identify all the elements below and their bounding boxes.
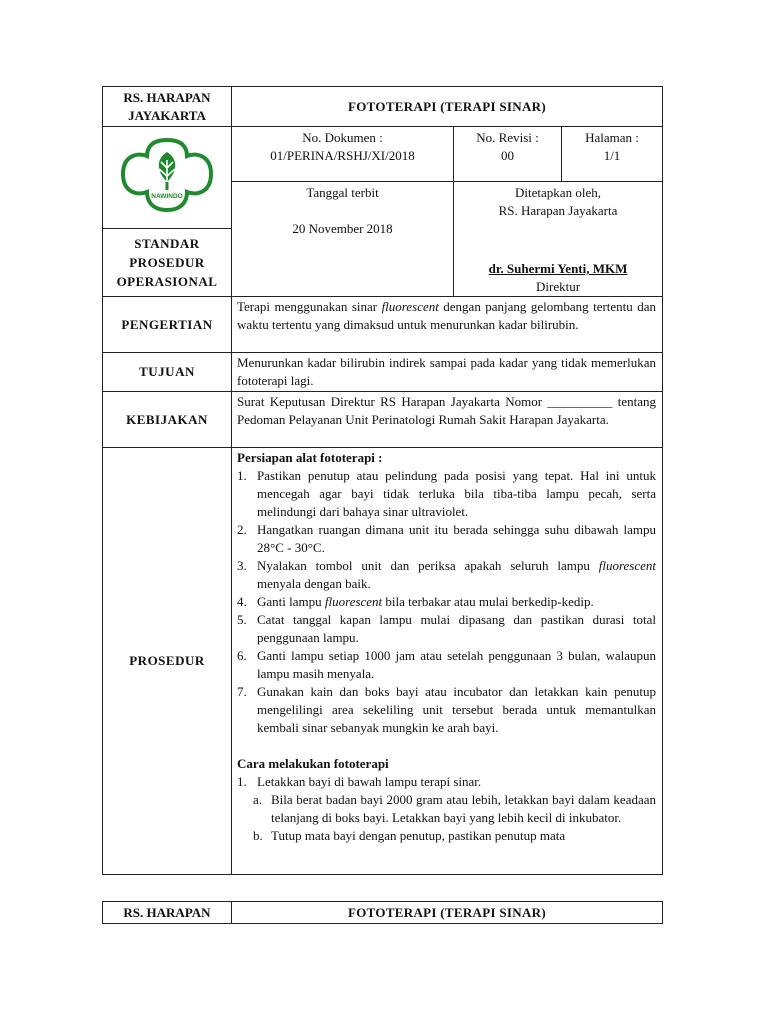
logo-cell	[103, 127, 232, 229]
signer-title: Direktur	[535, 279, 581, 294]
method-heading: Cara melakukan fototerapi	[237, 756, 389, 771]
list-item	[253, 827, 656, 845]
list-text: Hangatkan ruangan dimana unit itu berada sehingga suhu dibawah lampu 28°C - 30°C.	[257, 522, 657, 555]
prosedur-content	[232, 448, 663, 875]
list-text: Gunakan kain dan boks bayi atau incubator dan letakkan kain penutup mengelilingi area sekeliling unit tersebut berada untuk memantulkan kembali sinar sebanyak mungkin ke arah bayi.	[257, 684, 657, 735]
list-number: 6.	[237, 648, 247, 663]
list-text: Ganti lampu setiap 1000 jam atau setelah penggunaan 3 bulan, walaupun lampu masih menyala.	[257, 648, 657, 681]
list-text: Bila berat badan bayi 2000 gram atau lebih, letakkan bayi dalam keadaan telanjang di boks bayi. Letakkan bayi yang lebih kecil di inkubator.	[271, 792, 657, 825]
list-item	[237, 467, 656, 521]
list-item	[237, 521, 656, 557]
issued-date: 20 November 2018	[292, 221, 393, 236]
page-label: Halaman :	[585, 130, 639, 145]
list-text: Tutup mata bayi dengan penutup, pastikan penutup mata	[271, 828, 566, 843]
prep-steps-list	[237, 467, 656, 737]
list-number: 2.	[237, 522, 247, 537]
pengertian-label: PENGERTIAN	[103, 297, 232, 353]
page-number: 1/1	[603, 148, 621, 163]
kebijakan-text: Surat Keputusan Direktur RS Harapan Jayakarta Nomor __________ tentang Pedoman Pelayanan Unit Perinatologi Rumah Sakit Harapan Jayakarta.	[232, 392, 663, 448]
revision-label: No. Revisi :	[476, 130, 539, 145]
list-number: 7.	[237, 684, 247, 699]
tujuan-label: TUJUAN	[103, 353, 232, 392]
page2-header-table	[102, 901, 663, 924]
signer-name: dr. Suhermi Yenti, MKM	[488, 261, 628, 276]
revision-number: 00	[501, 148, 514, 163]
list-number: a.	[253, 792, 263, 807]
list-item	[237, 773, 656, 791]
issued-label: Tanggal terbit	[306, 185, 379, 200]
list-number: 1.	[237, 774, 247, 789]
list-item	[237, 557, 656, 593]
sop-page-2-header	[102, 901, 662, 924]
kebijakan-label: KEBIJAKAN	[103, 392, 232, 448]
set-by-label: Ditetapkan oleh,	[515, 185, 601, 200]
list-number: 1.	[237, 468, 247, 483]
tujuan-text: Menurunkan kadar bilirubin indirek sampai pada kadar yang tidak memerlukan fototerapi lagi.	[232, 353, 663, 392]
list-item	[253, 791, 656, 827]
hospital-name: RS. HARAPAN JAYAKARTA	[103, 87, 232, 127]
page2-hospital-name: RS. HARAPAN	[103, 902, 232, 924]
list-number: 5.	[237, 612, 247, 627]
set-by: RS. Harapan Jayakarta	[498, 203, 618, 218]
sop-label: STANDAR PROSEDUR OPERASIONAL	[103, 229, 232, 297]
sop-table	[102, 86, 663, 875]
doc-number: 01/PERINA/RSHJ/XI/2018	[270, 148, 415, 163]
list-text: Letakkan bayi di bawah lampu terapi sinar.	[257, 774, 482, 789]
hospital-logo-icon	[117, 134, 217, 216]
document-title: FOTOTERAPI (TERAPI SINAR)	[232, 87, 663, 127]
list-text: Nyalakan tombol unit dan periksa apakah seluruh lampu fluorescent menyala dengan baik.	[257, 558, 657, 591]
list-item	[237, 683, 656, 737]
list-text: Ganti lampu fluorescent bila terbakar atau mulai berkedip-kedip.	[257, 594, 594, 609]
sop-page-1	[102, 86, 662, 875]
list-item	[237, 647, 656, 683]
prep-heading: Persiapan alat fototerapi :	[237, 450, 383, 465]
prosedur-label: PROSEDUR	[103, 448, 232, 875]
logo-text: NAWINDO	[151, 193, 183, 201]
list-item	[237, 611, 656, 647]
list-number: b.	[253, 828, 263, 843]
list-number: 4.	[237, 594, 247, 609]
page2-title: FOTOTERAPI (TERAPI SINAR)	[232, 902, 663, 924]
pengertian-text: Terapi menggunakan sinar fluorescent dengan panjang gelombang tertentu dan waktu tertentu yang dimaksud untuk menurunkan kadar bilirubin.	[232, 297, 663, 353]
list-item	[237, 593, 656, 611]
list-number: 3.	[237, 558, 247, 573]
doc-number-label: No. Dokumen :	[302, 130, 383, 145]
list-text: Pastikan penutup atau pelindung pada posisi yang tepat. Hal ini untuk mencegah agar bayi tidak terluka bila tiba-tiba lampu pecah, serta melindungi dari bahaya sinar ultraviolet.	[257, 468, 657, 519]
method-steps-list	[237, 773, 656, 791]
list-text: Catat tanggal kapan lampu mulai dipasang dan pastikan durasi total penggunaan lampu.	[257, 612, 657, 645]
method-substeps-list	[237, 791, 656, 845]
